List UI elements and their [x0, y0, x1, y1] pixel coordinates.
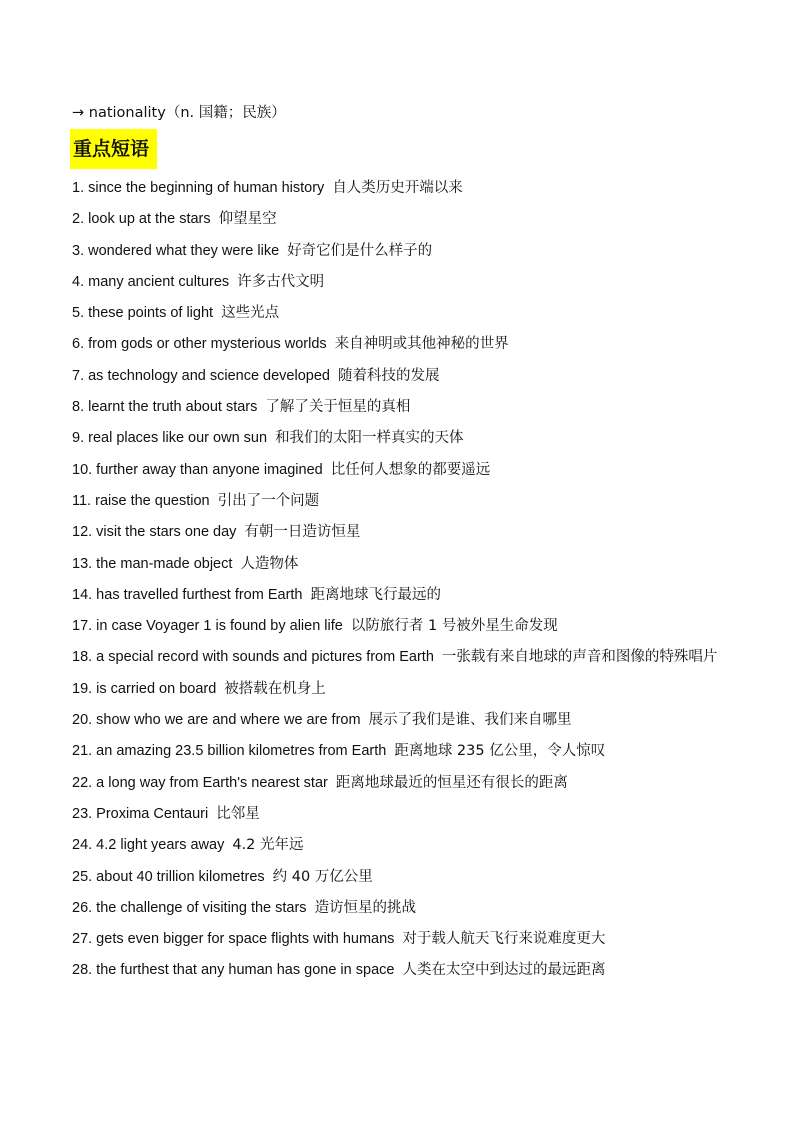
- phrase-english: 26. the challenge of visiting the stars: [72, 899, 307, 916]
- list-item: [72, 580, 742, 611]
- phrase-chinese: 随着科技的发展: [337, 367, 440, 384]
- list-item: [72, 361, 742, 392]
- phrase-chinese: 有朝一日造访恒星: [244, 524, 361, 541]
- phrase-english: 25. about 40 trillion kilometres: [72, 868, 265, 885]
- phrase-chinese: 一张载有来自地球的声音和图像的特殊唱片: [441, 649, 718, 666]
- phrase-english: 24. 4.2 light years away: [72, 837, 225, 854]
- phrase-english: 12. visit the stars one day: [72, 524, 237, 541]
- phrase-chinese: 4.2 光年远: [232, 837, 304, 854]
- list-item: [72, 924, 742, 955]
- phrase-chinese: 距离地球最近的恒星还有很长的距离: [335, 774, 568, 791]
- list-item: [72, 298, 742, 329]
- list-item: [72, 799, 742, 830]
- phrase-english: 23. Proxima Centauri: [72, 805, 209, 822]
- nationality-line: → nationality（n. 国籍；民族）: [72, 105, 286, 121]
- phrase-english: 3. wondered what they were like: [72, 242, 280, 259]
- list-item: [72, 517, 742, 548]
- phrase-english: 21. an amazing 23.5 billion kilometres from Earth: [72, 743, 387, 760]
- phrase-chinese: 引出了一个问题: [217, 492, 320, 509]
- phrase-english: 19. is carried on board: [72, 680, 217, 697]
- phrase-chinese: 造访恒星的挑战: [314, 899, 417, 916]
- phrase-list: [72, 173, 742, 987]
- phrase-chinese: 人类在太空中到达过的最远距离: [402, 962, 606, 979]
- phrase-english: 6. from gods or other mysterious worlds: [72, 336, 327, 353]
- phrase-english: 7. as technology and science developed: [72, 367, 330, 384]
- phrase-chinese: 被搭载在机身上: [224, 680, 326, 697]
- list-item: [72, 173, 742, 204]
- list-item: [72, 455, 742, 486]
- list-item: [72, 392, 742, 423]
- list-item: [72, 893, 742, 924]
- list-item: [72, 736, 742, 767]
- list-item: [72, 642, 742, 673]
- phrase-chinese: 对于载人航天飞行来说难度更大: [402, 931, 606, 948]
- list-item: [72, 705, 742, 736]
- list-item: [72, 611, 742, 642]
- phrase-english: 18. a special record with sounds and pictures from Earth: [72, 649, 434, 666]
- phrase-chinese: 自人类历史开端以来: [332, 180, 463, 196]
- phrase-english: 10. further away than anyone imagined: [72, 461, 323, 478]
- phrase-chinese: 了解了关于恒星的真相: [265, 399, 411, 416]
- phrase-english: 27. gets even bigger for space flights with humans: [72, 931, 395, 948]
- list-item: [72, 204, 742, 235]
- list-item: [72, 549, 742, 580]
- list-item: [72, 267, 742, 298]
- phrase-english: 17. in case Voyager 1 is found by alien life: [72, 618, 343, 635]
- phrase-chinese: 这些光点: [221, 305, 280, 322]
- list-item: [72, 236, 742, 267]
- list-item: [72, 423, 742, 454]
- phrase-chinese: 约 40 万亿公里: [272, 868, 373, 885]
- phrase-chinese: 来自神明或其他神秘的世界: [334, 336, 509, 353]
- list-item: [72, 830, 742, 861]
- phrase-english: 1. since the beginning of human history: [72, 180, 325, 196]
- list-item: [72, 955, 742, 986]
- phrase-chinese: 距离地球 235 亿公里，令人惊叹: [394, 743, 606, 760]
- phrase-english: 4. many ancient cultures: [72, 273, 230, 290]
- phrase-english: 8. learnt the truth about stars: [72, 399, 258, 416]
- phrase-chinese: 许多古代文明: [237, 273, 325, 290]
- phrase-chinese: 人造物体: [240, 555, 299, 572]
- phrase-english: 11. raise the question: [72, 492, 210, 509]
- list-item: [72, 862, 742, 893]
- phrase-english: 2. look up at the stars: [72, 211, 211, 228]
- phrase-english: 5. these points of light: [72, 305, 214, 322]
- phrase-chinese: 和我们的太阳一样真实的天体: [275, 430, 464, 447]
- phrase-english: 22. a long way from Earth's nearest star: [72, 774, 328, 791]
- phrase-english: 13. the man-made object: [72, 555, 233, 572]
- phrase-chinese: 好奇它们是什么样子的: [287, 242, 433, 259]
- phrase-chinese: 展示了我们是谁、我们来自哪里: [368, 712, 572, 729]
- section-heading: 重点短语: [70, 129, 157, 169]
- phrase-english: 20. show who we are and where we are from: [72, 712, 361, 729]
- phrase-english: 9. real places like our own sun: [72, 430, 268, 447]
- list-item: [72, 768, 742, 799]
- phrase-chinese: 比邻星: [216, 805, 260, 822]
- phrase-chinese: 以防旅行者 1 号被外星生命发现: [350, 618, 558, 635]
- phrase-chinese: 距离地球飞行最远的: [310, 586, 441, 603]
- phrase-english: 28. the furthest that any human has gone in space: [72, 962, 395, 979]
- phrase-chinese: 比任何人想象的都要遥远: [330, 461, 491, 478]
- list-item: [72, 674, 742, 705]
- phrase-english: 14. has travelled furthest from Earth: [72, 586, 303, 603]
- list-item: [72, 486, 742, 517]
- phrase-chinese: 仰望星空: [218, 211, 277, 228]
- list-item: [72, 329, 742, 360]
